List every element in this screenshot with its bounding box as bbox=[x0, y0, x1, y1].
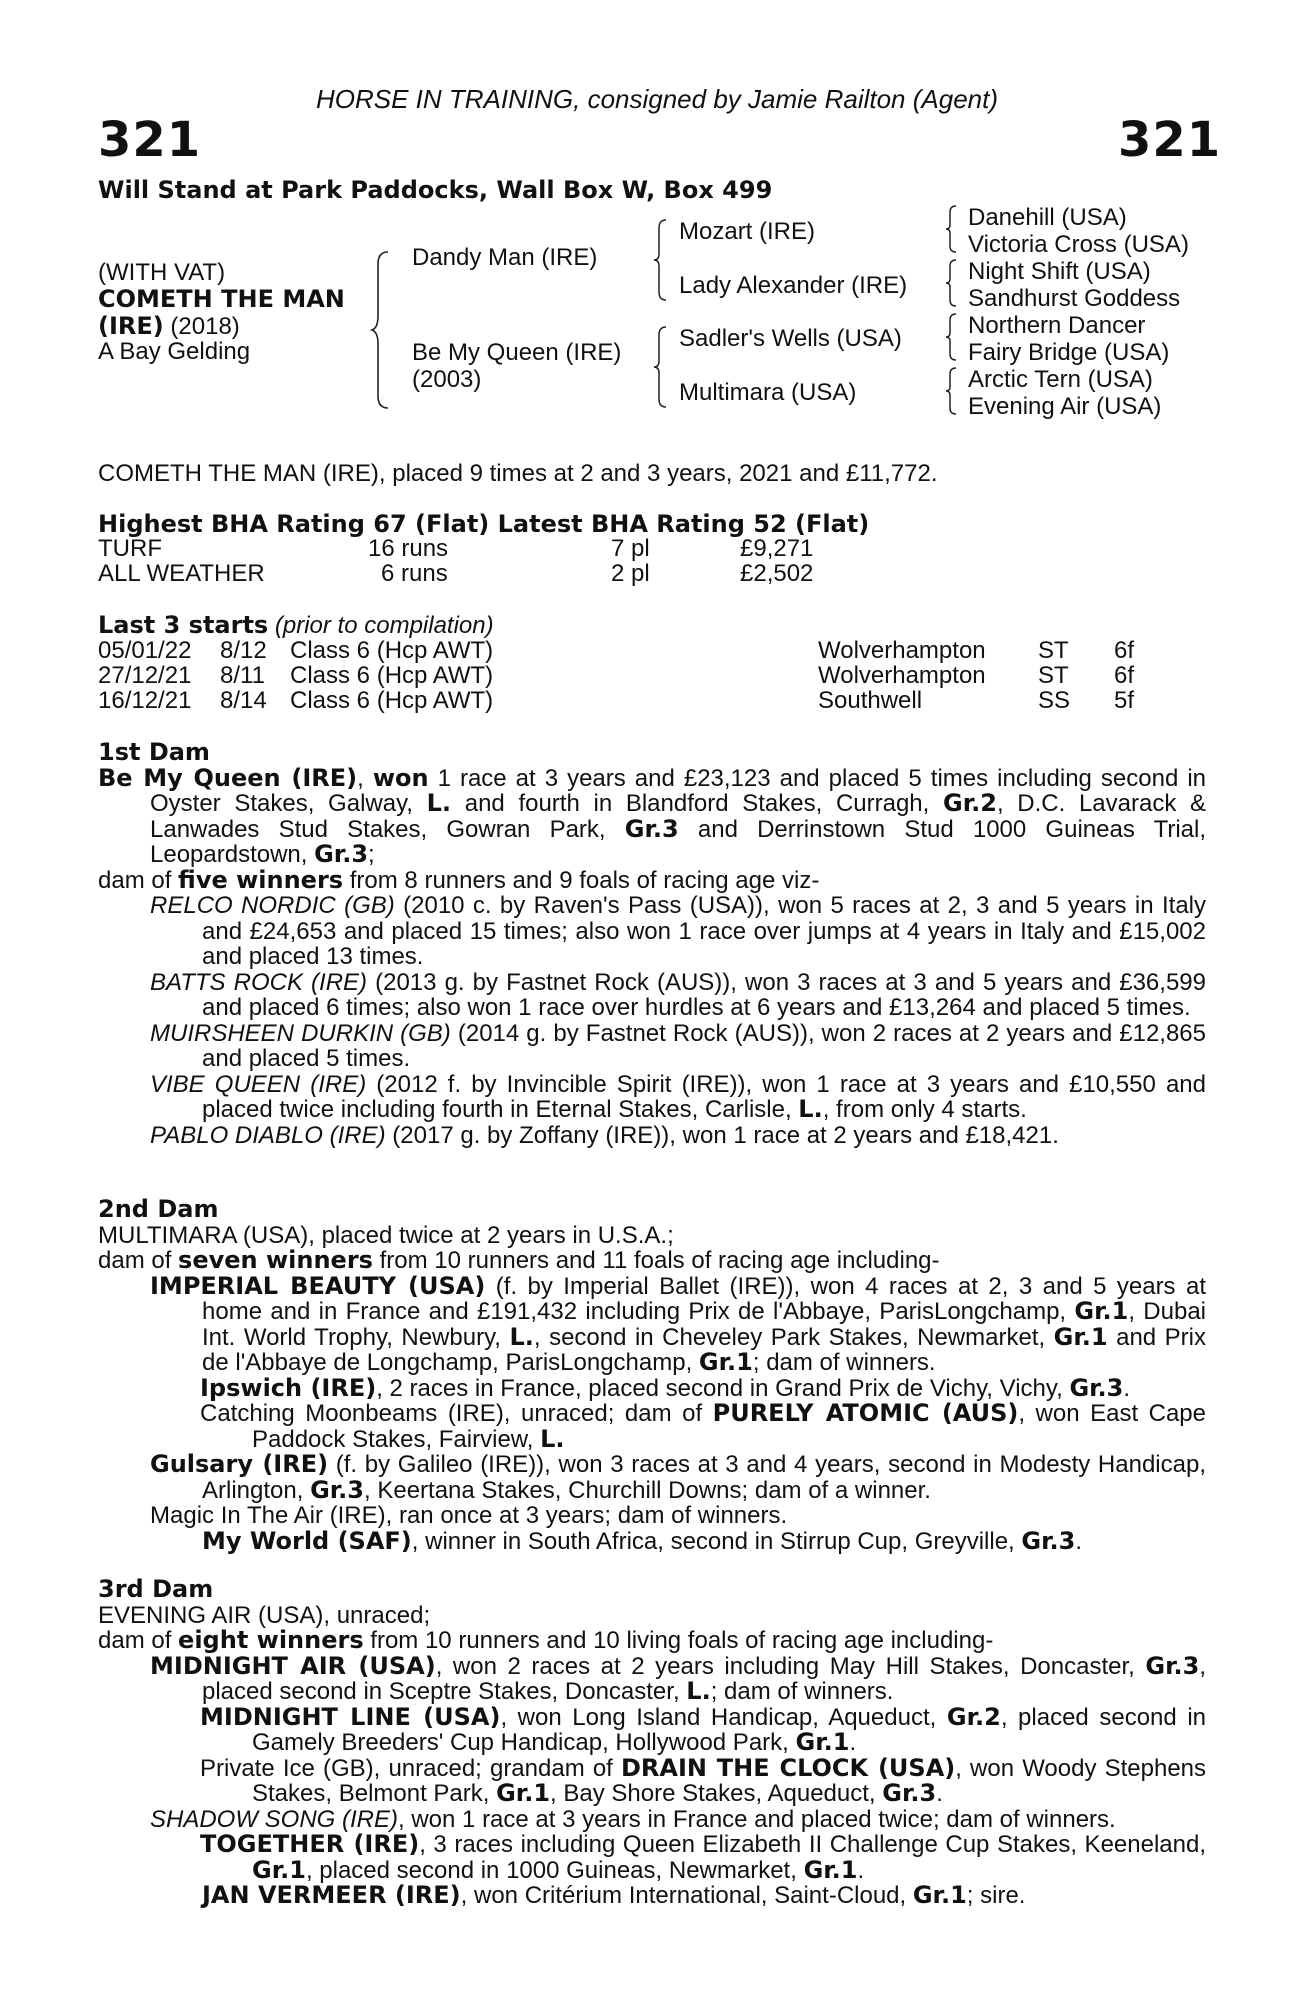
lot-number-right: 321 bbox=[1118, 112, 1222, 168]
produce-muirsheen-durkin: MUIRSHEEN DURKIN (GB) (2014 g. by Fastnet Rock (AUS)), won 2 races at 2 years and £12,865 and placed 5 times. bbox=[150, 1019, 1206, 1072]
produce-magic-in-the-air: Magic In The Air (IRE), ran once at 3 years; dam of winners. bbox=[150, 1502, 788, 1529]
sire-sire: Mozart (IRE) bbox=[679, 218, 816, 245]
catalogue-header: HORSE IN TRAINING, consigned by Jamie Railton (Agent) bbox=[315, 84, 999, 114]
produce-relco-nordic: RELCO NORDIC (GB) (2010 c. by Raven's Pass (USA)), won 5 races at 2, 3 and 5 years in Italy and £24,653 and placed 15 times; also won 1 race over jumps at 4 years in Italy and £15,002 and placed 13 times. bbox=[150, 892, 1206, 970]
produce-my-world: My World (SAF), winner in South Africa, second in Stirrup Cup, Greyville, Gr.3. bbox=[202, 1526, 1082, 1555]
sire: Dandy Man (IRE) bbox=[412, 244, 598, 271]
vat-note: (WITH VAT) bbox=[98, 259, 226, 286]
produce-vibe-queen: VIBE QUEEN (IRE) (2012 f. by Invincible Spirit (IRE)), won 1 race at 3 years and £10,550 and placed twice including fourth in Eternal Stakes, Carlisle, L., from only 4 starts. bbox=[150, 1070, 1206, 1123]
dam-year: (2003) bbox=[412, 366, 482, 393]
pedigree-brace-dam bbox=[652, 325, 670, 409]
produce-shadow-song: SHADOW SONG (IRE), won 1 race at 3 years in France and placed twice; dam of winners. bbox=[150, 1805, 1116, 1833]
bha-rating: Highest BHA Rating 67 (Flat) Latest BHA Rating 52 (Flat) bbox=[98, 510, 870, 538]
second-dam-heading: 2nd Dam bbox=[98, 1195, 219, 1223]
gg-6: Fairy Bridge (USA) bbox=[968, 339, 1170, 366]
horse-description: A Bay Gelding bbox=[98, 338, 251, 365]
gg-8: Evening Air (USA) bbox=[968, 393, 1162, 420]
sire-dam: Lady Alexander (IRE) bbox=[679, 272, 908, 299]
produce-pablo-diablo: PABLO DIABLO (IRE) (2017 g. by Zoffany (IRE)), won 1 race at 2 years and £18,421. bbox=[150, 1121, 1059, 1149]
pedigree-brace-gg3 bbox=[944, 312, 960, 362]
third-dam-produce-intro: dam of eight winners from 10 runners and 10 living foals of racing age including- bbox=[98, 1626, 994, 1654]
gg-3: Night Shift (USA) bbox=[968, 258, 1151, 285]
produce-midnight-air: MIDNIGHT AIR (USA), won 2 races at 2 years including May Hill Stakes, Doncaster, Gr.3, placed second in Sceptre Stakes, Doncaster, L.; dam of winners. bbox=[150, 1651, 1207, 1705]
stand-location: Will Stand at Park Paddocks, Wall Box W, Box 499 bbox=[98, 176, 773, 204]
gg-5: Northern Dancer bbox=[968, 312, 1146, 339]
second-dam-record: MULTIMARA (USA), placed twice at 2 years in U.S.A.; bbox=[98, 1221, 674, 1249]
first-dam-heading: 1st Dam bbox=[98, 738, 210, 766]
produce-ipswich: Ipswich (IRE), 2 races in France, placed second in Grand Prix de Vichy, Vichy, Gr.3. bbox=[200, 1373, 1131, 1402]
produce-private-ice: Private Ice (GB), unraced; grandam of DRAIN THE CLOCK (USA), won Woody Stephens Stakes, Belmont Park, Gr.1, Bay Shore Stakes, Aqueduct, Gr.3. bbox=[200, 1753, 1207, 1807]
gg-7: Arctic Tern (USA) bbox=[968, 366, 1153, 393]
pedigree-brace-gg1 bbox=[944, 204, 960, 254]
start-row-3: 16/12/21 8/14 Class 6 (Hcp AWT) Southwell SS 5f bbox=[98, 687, 1135, 714]
dam-dam: Multimara (USA) bbox=[679, 379, 857, 406]
second-dam-produce-intro: dam of seven winners from 10 runners and 11 foals of racing age including- bbox=[98, 1246, 940, 1274]
third-dam-heading: 3rd Dam bbox=[98, 1575, 214, 1603]
pedigree-brace-gg2 bbox=[944, 258, 960, 308]
pedigree-brace-gg4 bbox=[944, 366, 960, 416]
start-row-2: 27/12/21 8/11 Class 6 (Hcp AWT) Wolverhampton ST 6f bbox=[98, 662, 1135, 689]
second-dam-section bbox=[98, 1197, 1206, 1554]
produce-jan-vermeer: JAN VERMEER (IRE), won Critérium International, Saint-Cloud, Gr.1; sire. bbox=[202, 1881, 1026, 1909]
dam-sire: Sadler's Wells (USA) bbox=[679, 325, 902, 352]
produce-midnight-line: MIDNIGHT LINE (USA), won Long Island Handicap, Aqueduct, Gr.2, placed second in Gamely Breeders' Cup Handicap, Hollywood Park, Gr.1. bbox=[200, 1702, 1207, 1756]
gg-2: Victoria Cross (USA) bbox=[968, 231, 1189, 258]
horse-name-suffix: (IRE) (2018) bbox=[98, 312, 240, 340]
produce-together: TOGETHER (IRE), 3 races including Queen Elizabeth II Challenge Cup Stakes, Keeneland, Gr.1, placed second in 1000 Guineas, Newmarket, Gr.1. bbox=[200, 1830, 1206, 1884]
first-dam-record: Be My Queen (IRE), won 1 race at 3 years and £23,123 and placed 5 times including second in Oyster Stakes, Galway, L. and fourth in Blandford Stakes, Curragh, Gr.2, D.C. Lavarack & Lanwades Stud Stakes, Gowran Park, Gr.3 and Derrinstown Stud 1000 Guineas Trial, Leopardstown, Gr.3; bbox=[98, 763, 1207, 868]
third-dam-section bbox=[98, 1577, 1206, 1909]
dam: Be My Queen (IRE) bbox=[412, 339, 622, 366]
lot-number-left: 321 bbox=[98, 112, 202, 168]
produce-gulsary: Gulsary (IRE) (f. by Galileo (IRE)), won 3 races at 3 and 4 years, second in Modesty Handicap, Arlington, Gr.3, Keertana Stakes, Churchill Downs; dam of a winner. bbox=[150, 1450, 1206, 1504]
race-summary: COMETH THE MAN (IRE), placed 9 times at 2 and 3 years, 2021 and £11,772. bbox=[98, 460, 938, 487]
gg-4: Sandhurst Goddess bbox=[968, 285, 1181, 312]
third-dam-record: EVENING AIR (USA), unraced; bbox=[98, 1601, 431, 1629]
produce-imperial-beauty: IMPERIAL BEAUTY (USA) (f. by Imperial Ballet (IRE)), won 4 races at 2, 3 and 5 years at home and in France and £191,432 including Prix de l'Abbaye, ParisLongchamp, Gr.1, Dubai Int. World Trophy, Newbury, L., second in Cheveley Park Stakes, Newmarket, Gr.1 and Prix de l'Abbaye de Longchamp, ParisLongchamp, Gr.1; dam of winners. bbox=[150, 1271, 1206, 1376]
produce-catching-moonbeams: Catching Moonbeams (IRE), unraced; dam of PURELY ATOMIC (AUS), won East Cape Paddock Stakes, Fairview, L. bbox=[200, 1399, 1206, 1453]
last-starts-heading: Last 3 starts (prior to compilation) bbox=[98, 611, 494, 639]
gg-1: Danehill (USA) bbox=[968, 204, 1127, 231]
produce-batts-rock: BATTS ROCK (IRE) (2013 g. by Fastnet Rock (AUS)), won 3 races at 3 and 5 years and £36,599 and placed 6 times; also won 1 race over hurdles at 6 years and £13,264 and placed 5 times. bbox=[150, 968, 1206, 1021]
horse-name: COMETH THE MAN bbox=[98, 285, 345, 313]
first-dam-section bbox=[98, 740, 1206, 1148]
pedigree-brace-gen1 bbox=[370, 250, 394, 410]
start-row-1: 05/01/22 8/12 Class 6 (Hcp AWT) Wolverhampton ST 6f bbox=[98, 637, 1135, 664]
pedigree-brace-sire bbox=[652, 218, 670, 302]
first-dam-produce-intro: dam of five winners from 8 runners and 9 foals of racing age viz- bbox=[98, 865, 820, 894]
